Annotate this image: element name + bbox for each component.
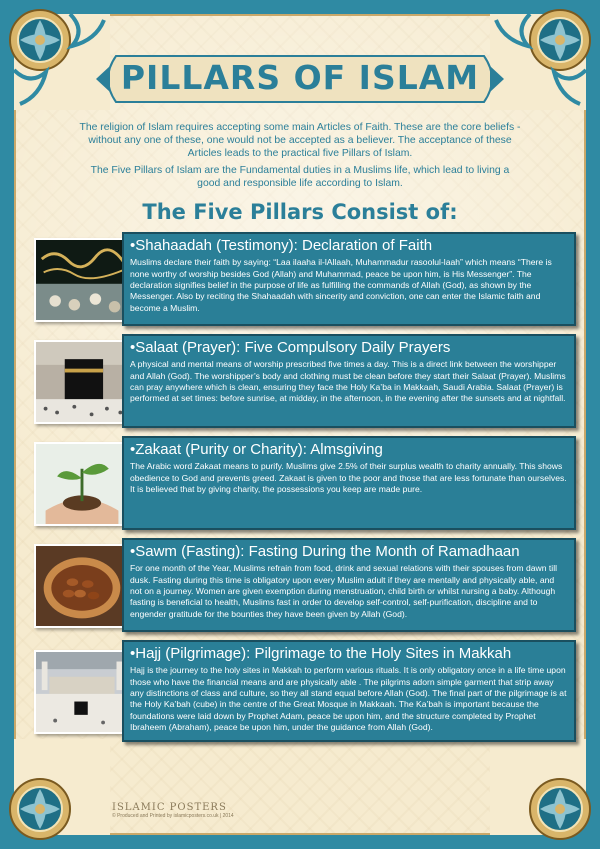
intro-paragraph: The Five Pillars of Islam are the Fundamental duties in a Muslims life, which lead to living a good and responsible life according to Islam. [90,164,510,189]
pillar-box [122,334,576,428]
section-subtitle: The Five Pillars Consist of: [142,200,458,224]
calligraphy-photo [34,238,130,322]
corner-ornament-icon [0,739,110,849]
pillar-description: For one month of the Year, Muslims refrain from food, drink and sexual relations with their spouses from dawn till dusk. Fasting during this time is obligatory upon every Muslim adult if they are mentally and physically able, and not on a journey. Women are given exemption during menstruation, child birth or whilst nursing a baby. Although fasting is beneficial to health, Muslims fast in order to develop self-control, self-purification, discipline and to engender gratitude for the bounties they have been given by Allah (God). [130,563,558,619]
corner-ornament-icon [490,0,600,110]
pillar-description: The Arabic word Zakaat means to purify. Muslims give 2.5% of their surplus wealth to charity annually. This shows obedience to God and prevents greed. Zakaat is given to the poor and those that are less fortunate than ourselves. It is believed that by giving charity, the possessions you keep are made pure. [130,461,567,494]
title-banner [96,52,504,106]
seedling-hands-photo [34,442,130,526]
corner-ornament-icon [490,739,600,849]
pillar-card [30,232,578,328]
pillar-box [122,436,576,530]
pillar-box [122,640,576,742]
makkah-mosque-photo [34,650,130,734]
dates-bowl-photo [34,544,130,628]
pillar-heading: •Salaat (Prayer): Five Compulsory Daily Prayers [130,339,451,356]
pillar-card [30,640,578,744]
pillar-heading: •Zakaat (Purity or Charity): Almsgiving [130,441,383,458]
pillar-description: A physical and mental means of worship prescribed five times a day. This is a direct link between the worshipper and Allah (God). The worshipper’s body and clothing must be clean before they start their Salaat (Prayer). Muslims can pray anywhere which is clean, ensuring they face the Holy Ka’ba in Makkaah, Saudi Arabia. Salaat (Prayer) is performed at set times: before sunrise, at midday, in the afternoon, in the evening after the sunsets and at nightfall. [130,359,566,404]
pillar-description: Hajj is the journey to the holy sites in Makkah to perform various rituals. It is only obligatory once in a life time upon those who have the financial means and are physically able . The pilgrims adorn simple garment that strip away any distinctions of class and culture, so they all stand equal before Allah (God). The final part of the pilgrimage is at the Holy Ka’bah (cube) in the centre of the Great Mosque in Makkaah. The Ka’bah is important because the foundations were laid down by Prophet Adam, peace be upon him, and the structure completed by Prophet Ibraheem (Abraham), peace be upon him, under the guidance from Allah (God). [130,665,567,732]
pillar-box [122,538,576,632]
pillar-box [122,232,576,326]
intro-text [78,122,522,194]
pillar-card [30,538,578,634]
pillar-heading: •Hajj (Pilgrimage): Pilgrimage to the Holy Sites in Makkah [130,645,512,662]
footer-brand: ISLAMIC POSTERS [112,802,227,813]
pillar-heading: •Sawm (Fasting): Fasting During the Month of Ramadhaan [130,543,520,560]
corner-ornament-icon [0,0,110,110]
page-title: PILLARS OF ISLAM [120,58,480,97]
pillar-card [30,334,578,430]
pillar-heading: •Shahaadah (Testimony): Declaration of Faith [130,237,433,254]
intro-paragraph: The religion of Islam requires accepting some main Articles of Faith. These are the core beliefs - without any one of these, one would not be accepted as a believer. The acceptance of these Articles leads to the practical five Pillars of Islam. [79,122,521,159]
pillar-description: Muslims declare their faith by saying: “Laa ilaaha il-lAllaah, Muhammadur rasoolul-laah” which means “There is none worthy of worship besides God (Allah) and Muhammad, peace be upon him, is His Messenger”. The declaration signifies belief in the purpose of life as fulfilling the commands of Allah (God), as shown by the Messenger. Also by reciting the Shahaadah with sincerity and conviction, one can enter the Islamic faith and become a Muslim. [130,257,552,313]
kaaba-photo [34,340,130,424]
footer-credit: © Produced and Printed by islamicposters.co.uk | 2014 [112,813,234,819]
footer-logo [112,802,262,832]
pillar-card [30,436,578,532]
